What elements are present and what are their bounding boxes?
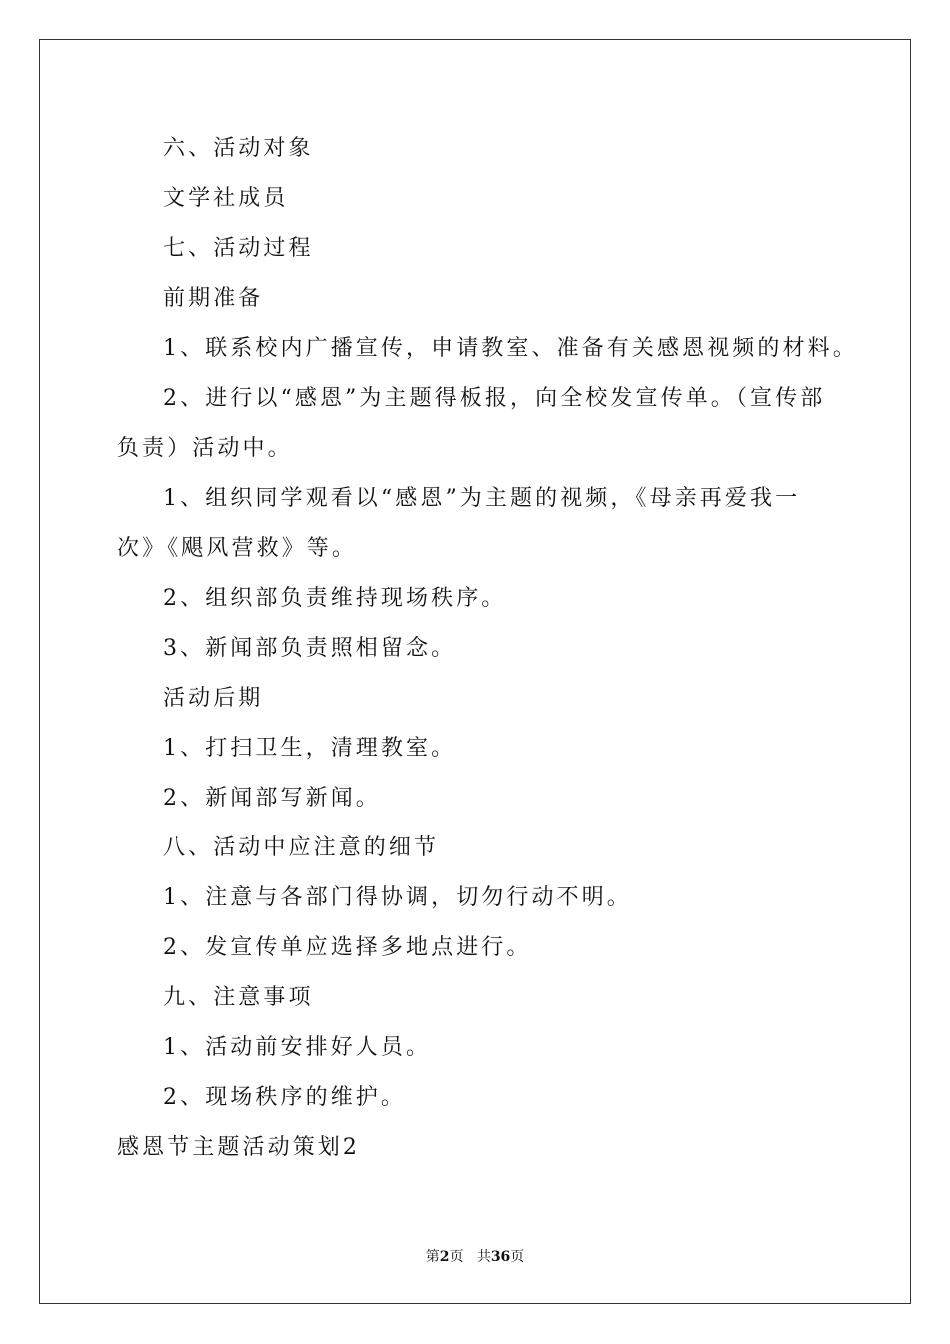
paragraph: 1、联系校内广播宣传，申请教室、准备有关感恩视频的材料。 [163,336,858,361]
page-footer [0,1246,950,1266]
paragraph: 1、组织同学观看以“感恩”为主题的视频，《母亲再爱我一 [163,486,801,511]
subheading: 活动后期 [163,686,264,711]
paragraph: 2、组织部负责维持现场秩序。 [163,586,507,611]
paragraph: 2、现场秩序的维护。 [163,1085,406,1110]
section-heading: 六、活动对象 [163,136,314,161]
page-suffix: 页 [449,1249,464,1265]
paragraph: 2、进行以“感恩”为主题得板报，向全校发宣传单。（宣传部 [163,386,826,411]
section-heading: 七、活动过程 [163,236,314,261]
paragraph: 1、注意与各部门得协调，切勿行动不明。 [163,885,632,910]
total-prefix: 共 [476,1249,491,1265]
paragraph: 1、打扫卫生，清理教室。 [163,736,457,761]
total-suffix: 页 [510,1249,525,1265]
paragraph: 1、活动前安排好人员。 [163,1035,432,1060]
page-number: 2 [439,1249,450,1265]
paragraph: 3、新闻部负责照相留念。 [163,636,457,661]
section-heading: 八、活动中应注意的细节 [163,835,440,860]
document-title: 感恩节主题活动策划2 [117,1135,360,1160]
paragraph: 2、新闻部写新闻。 [163,786,381,811]
paragraph-continuation: 次》《飓风营救》等。 [117,536,358,561]
page-border [39,39,911,1304]
page-prefix: 第 [425,1249,440,1265]
paragraph: 2、发宣传单应选择多地点进行。 [163,935,532,960]
section-heading: 九、注意事项 [163,985,314,1010]
subheading: 前期准备 [163,286,264,311]
total-pages: 36 [490,1249,511,1265]
paragraph: 文学社成员 [163,186,289,211]
paragraph-continuation: 负责）活动中。 [117,436,293,461]
